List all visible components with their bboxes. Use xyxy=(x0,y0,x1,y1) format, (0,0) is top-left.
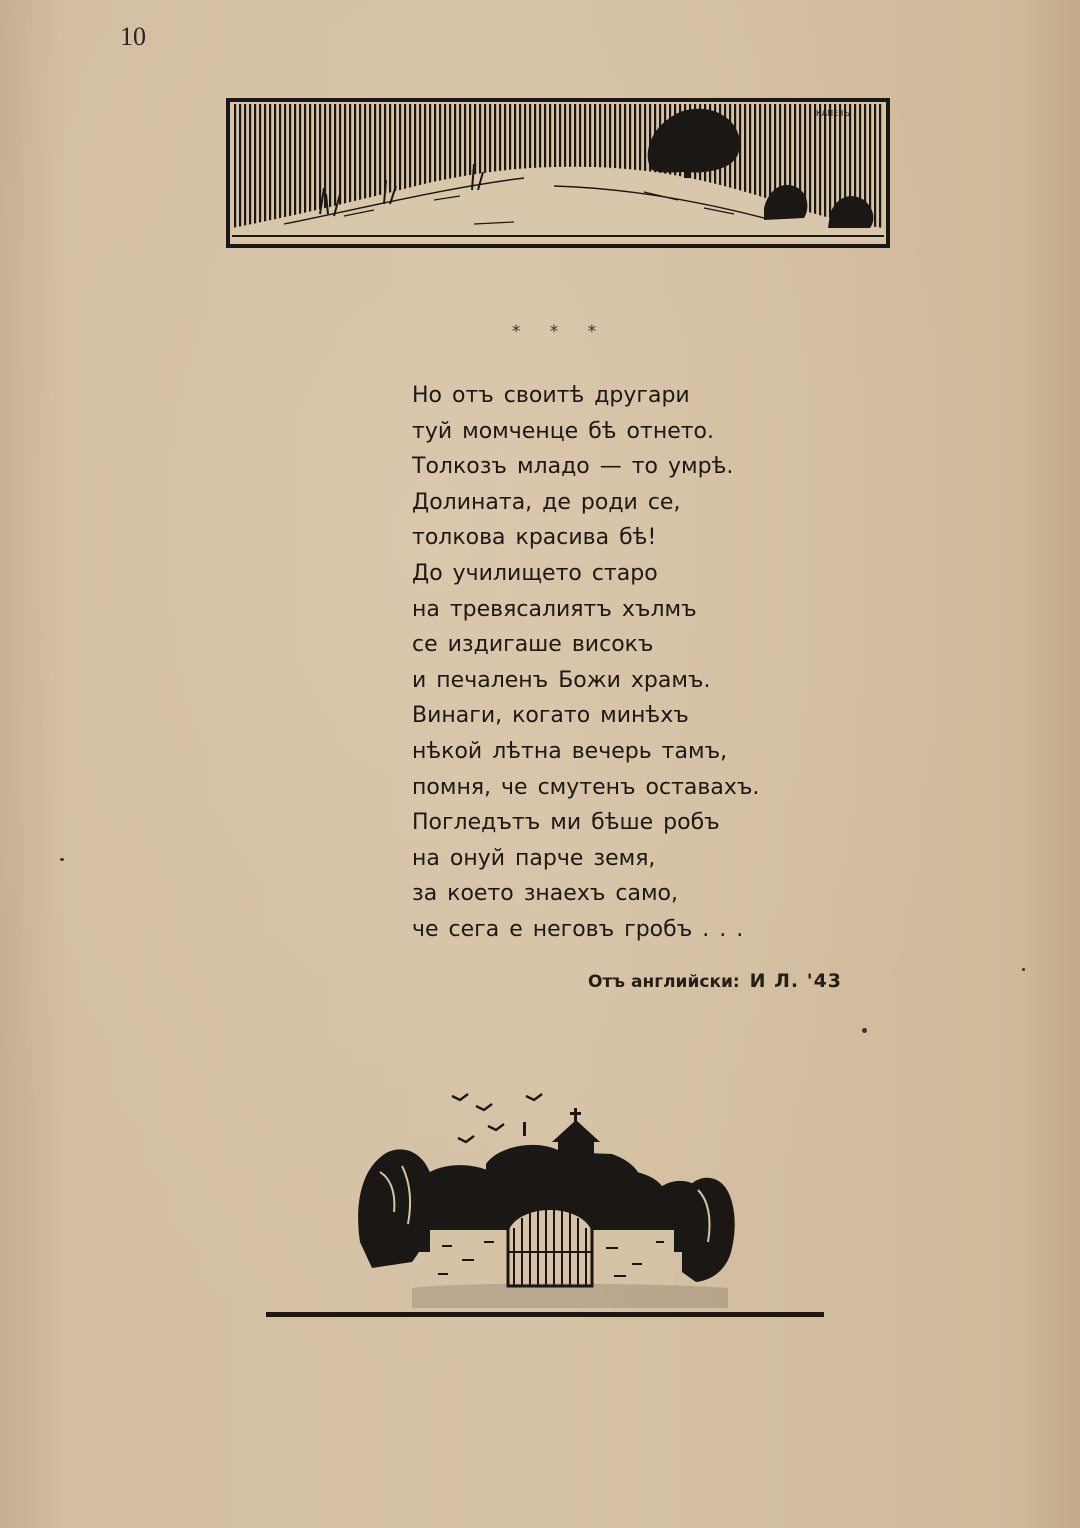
poem-line: До училището старо xyxy=(412,560,658,586)
illustration-signature: КАПЕЗЪ xyxy=(816,109,851,118)
section-separator: * * * xyxy=(511,322,609,342)
attribution-source: Отъ английски: xyxy=(588,972,740,992)
poem-line: толкова красива бѣ! xyxy=(412,525,657,551)
poem-line: се издигаше високъ xyxy=(412,632,654,658)
paper-speck xyxy=(60,858,64,861)
paper-speck xyxy=(1022,968,1025,971)
poem-text xyxy=(412,378,812,948)
poem-line: Толкозъ младо — то умрѣ. xyxy=(412,454,734,480)
page-number: 10 xyxy=(120,22,146,51)
poem-line: за което знаехъ само, xyxy=(412,881,679,907)
hill-landscape-woodcut-icon xyxy=(224,96,892,256)
attribution-initials: И Л. '43 xyxy=(749,970,843,992)
poem-line: нѣкой лѣтна вечерь тамъ, xyxy=(412,738,728,764)
church-gate-woodcut-icon xyxy=(262,1082,828,1328)
poem-line: помня, че смутенъ оставахъ. xyxy=(412,774,760,800)
poem-line: на тревясалиятъ хълмъ xyxy=(412,596,697,622)
poem-line: и печаленъ Божи храмъ. xyxy=(412,667,711,693)
poem-line: Долината, де роди се, xyxy=(412,489,681,515)
poem-line: на онуй парче земя, xyxy=(412,845,656,871)
poem-line: Погледътъ ми бѣше робъ xyxy=(412,810,720,836)
poem-line: че сега е неговъ гробъ . . . xyxy=(412,916,744,942)
paper-speck xyxy=(862,1028,867,1033)
poem-line: Винаги, когато минѣхъ xyxy=(412,703,689,729)
translation-attribution xyxy=(588,970,842,992)
poem-line: Но отъ своитѣ другари xyxy=(412,383,690,408)
poem-line: туй момченце бѣ отнето. xyxy=(412,418,715,444)
